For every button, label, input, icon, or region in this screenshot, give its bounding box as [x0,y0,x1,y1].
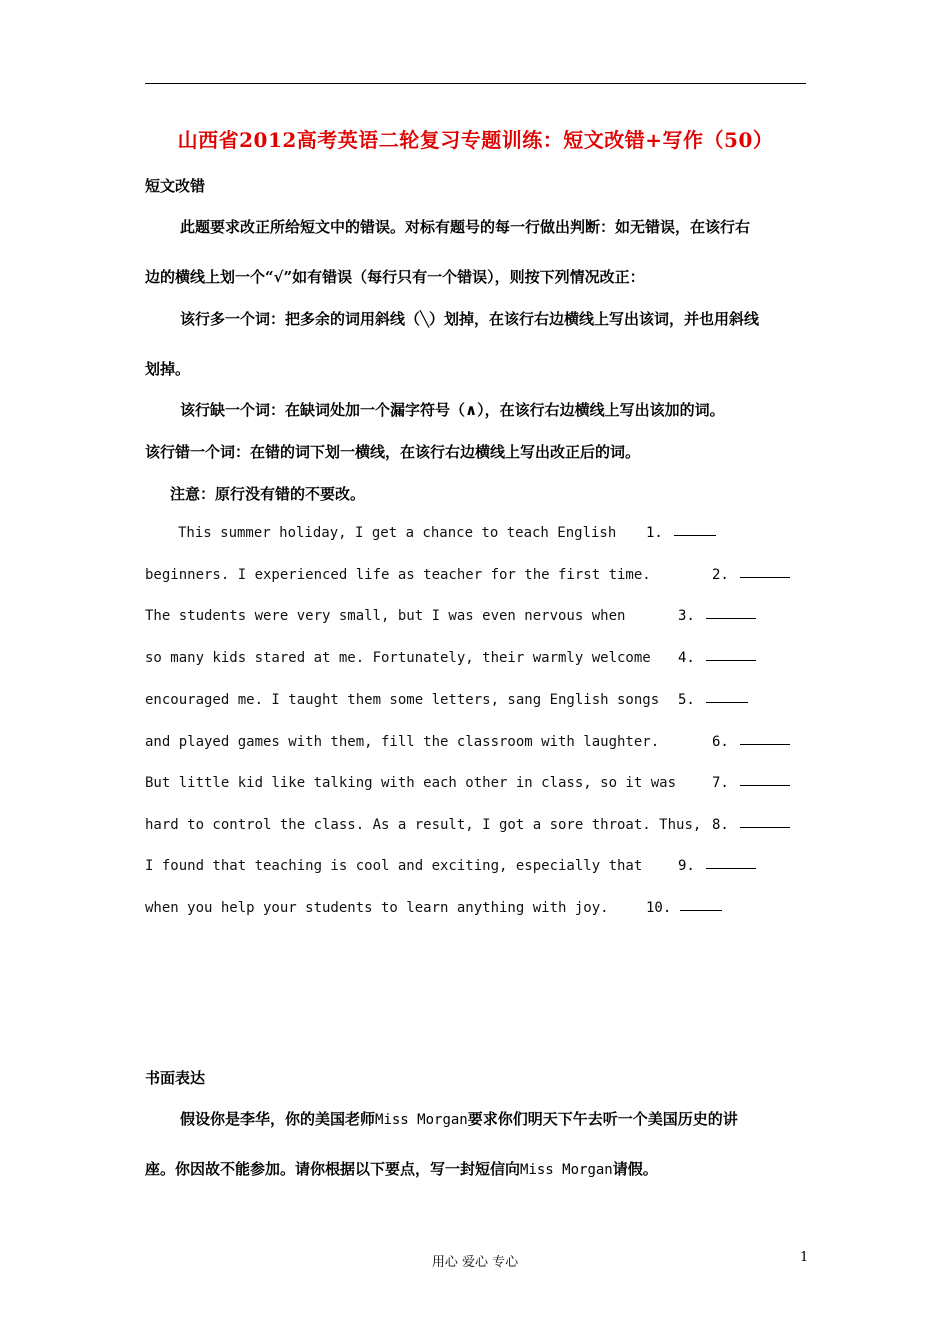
writing-prompt-line-1: 假设你是李华，你的美国老师Miss Morgan要求你们明天下午去听一个美国历史的讲 [180,1110,738,1128]
passage-line: I found that teaching is cool and exciting, especially that [145,858,643,874]
passage-line: The students were very small, but I was even nervous when [145,608,626,624]
page-number: 1 [800,1250,809,1265]
answer-blank[interactable] [706,868,756,869]
header-rule [145,83,806,84]
page-footer: 用心 爱心 专心 [431,1255,519,1270]
answer-number: 8. [712,817,729,833]
answer-number: 6. [712,734,729,750]
answer-number: 9. [678,858,695,874]
answer-blank[interactable] [680,910,722,911]
answer-blank[interactable] [706,702,748,703]
answer-blank[interactable] [674,535,716,536]
writing-prompt-line-2: 座。你因故不能参加。请你根据以下要点，写一封短信向Miss Morgan请假。 [145,1160,658,1178]
document-title: 山西省2012高考英语二轮复习专题训练：短文改错+写作（50） [177,128,774,152]
passage-line: so many kids stared at me. Fortunately, their warmly welcome [145,650,651,666]
passage-line: when you help your students to learn anything with joy. [145,900,609,916]
answer-blank[interactable] [706,618,756,619]
instruction-line-3: 该行缺一个词：在缺词处加一个漏字符号（∧），在该行右边横线上写出该加的词。 [180,401,725,419]
passage-line: This summer holiday, I get a chance to teach English [178,525,617,541]
passage-line: But little kid like talking with each other in class, so it was [145,775,677,791]
answer-number: 4. [678,650,695,666]
answer-number: 3. [678,608,695,624]
passage-line: beginners. I experienced life as teacher for the first time. [145,567,651,583]
passage-line: hard to control the class. As a result, I got a sore throat. Thus, [145,817,702,833]
instruction-note: 注意：原行没有错的不要改。 [170,485,366,503]
answer-blank[interactable] [740,577,790,578]
answer-number: 10. [646,900,671,916]
answer-blank[interactable] [740,827,790,828]
answer-number: 5. [678,692,695,708]
answer-number: 2. [712,567,729,583]
section-heading-error-correction: 短文改错 [145,177,206,195]
instruction-line-1b: 边的横线上划一个“√”如有错误（每行只有一个错误），则按下列情况改正： [145,268,645,286]
instruction-line-1a: 此题要求改正所给短文中的错误。对标有题号的每一行做出判断：如无错误，在该行右 [180,218,751,236]
answer-blank[interactable] [740,785,790,786]
answer-number: 1. [646,525,663,541]
instruction-line-2b: 划掉。 [145,360,191,378]
answer-number: 7. [712,775,729,791]
instruction-line-2a: 该行多一个词：把多余的词用斜线（╲）划掉，在该行右边横线上写出该词，并也用斜线 [180,310,760,328]
answer-blank[interactable] [706,660,756,661]
section-heading-writing: 书面表达 [145,1069,206,1087]
answer-blank[interactable] [740,744,790,745]
passage-line: encouraged me. I taught them some letters, sang English songs [145,692,660,708]
passage-line: and played games with them, fill the classroom with laughter. [145,734,660,750]
instruction-line-4: 该行错一个词：在错的词下划一横线，在该行右边横线上写出改正后的词。 [145,443,641,461]
